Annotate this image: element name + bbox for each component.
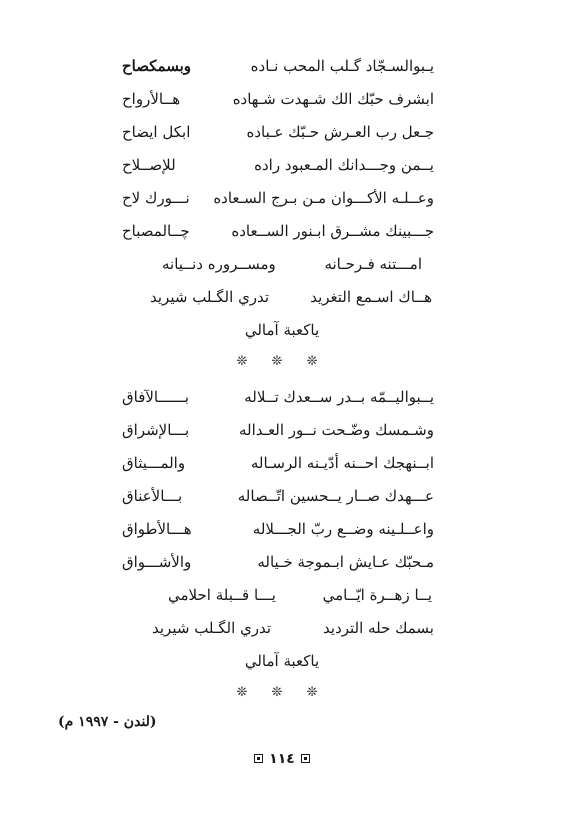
refrain-second-hemistich: تدري الگـلب شيريد: [150, 288, 270, 306]
refrain-first-hemistich: امـــتنه فـرحـانه: [324, 255, 422, 273]
verse-first-hemistich: يـبوالسـجّاد گـلب المحب نـاده: [250, 57, 434, 75]
verse-line: [122, 518, 434, 540]
verse-second-hemistich: هــالأرواح: [122, 90, 181, 108]
verse-first-hemistich: وشـمسك وضّـحت نــور العـداله: [239, 421, 434, 439]
verse-second-hemistich: والمـــيثاق: [122, 454, 186, 472]
verse-second-hemistich: چــالمصباح: [122, 222, 190, 240]
verse-second-hemistich: ابكل ايضاح: [122, 123, 191, 141]
verse-first-hemistich: ابــنهجك احــنه أدّيـنه الرسـاله: [250, 454, 434, 472]
refrain-first-hemistich: يــا زهــرة ايّــامي: [322, 586, 432, 604]
verse-line: [122, 88, 434, 110]
refrain-line: [150, 286, 432, 308]
verse-line: [122, 121, 434, 143]
verse-line: [122, 187, 434, 209]
refrain-first-hemistich: بسمك حله الترديد: [323, 619, 434, 637]
verse-first-hemistich: يــبواليــمّه بــدر ســعدك تــلاله: [244, 388, 434, 406]
verse-second-hemistich: والأشـــواق: [122, 553, 192, 571]
verse-second-hemistich: هـــالأطواق: [122, 520, 192, 538]
section-separator: ❊ ❊ ❊: [236, 354, 328, 369]
refrain-second-hemistich: تدري الگـلب شيريد: [152, 619, 272, 637]
verse-line: [122, 386, 434, 408]
verse-first-hemistich: وعــلـه الأكـــوان مـن بـرج السـعاده: [213, 189, 434, 207]
square-ornament-icon: [301, 754, 310, 763]
verse-line: [122, 154, 434, 176]
section-separator: ❊ ❊ ❊: [236, 685, 328, 700]
verse-line: [122, 452, 434, 474]
closing-line: ياكعبة آمالي: [244, 652, 320, 670]
verse-line: [122, 551, 434, 573]
verse-line: [122, 55, 434, 77]
verse-second-hemistich: بـــالأعناق: [122, 487, 183, 505]
verse-line: [122, 220, 434, 242]
page-number: ١١٤: [269, 751, 295, 767]
page-number-block: [0, 751, 564, 767]
verse-first-hemistich: واعــلـينه وضــع ربّ الجـــلاله: [252, 520, 434, 538]
refrain-first-hemistich: هــاك اسـمع التغريد: [310, 288, 432, 306]
refrain-second-hemistich: ومســروره دنــيانه: [162, 255, 276, 273]
verse-first-hemistich: عـــهدك صــار يــحسين اتّــصاله: [237, 487, 434, 505]
verse-second-hemistich: بـــالإشراق: [122, 421, 190, 439]
square-ornament-icon: [254, 754, 263, 763]
refrain-line: [150, 584, 432, 606]
place-date-note: (لندن - ١٩٩٧ م): [58, 714, 157, 730]
verse-first-hemistich: يــمن وجـــدانك المـعبود راده: [254, 156, 434, 174]
verse-line: [122, 485, 434, 507]
verse-second-hemistich: وبسمكصاح: [122, 57, 192, 75]
refrain-line: [150, 253, 432, 275]
verse-second-hemistich: بــــــالآفاق: [122, 388, 190, 406]
verse-first-hemistich: ابشرف حبّك الك شـهدت شـهاده: [232, 90, 434, 108]
verse-first-hemistich: جـــبينك مشــرق ابـنور الســعاده: [231, 222, 434, 240]
refrain-line: [122, 617, 434, 639]
verse-second-hemistich: نـــورك لاح: [122, 189, 190, 207]
verse-second-hemistich: للإصــلاح: [122, 156, 176, 174]
refrain-second-hemistich: يـــا قــبلة احلامي: [168, 586, 276, 604]
closing-line: ياكعبة آمالي: [244, 321, 320, 339]
verse-first-hemistich: مـحبّك عـايش ابـموجة خـياله: [257, 553, 434, 571]
verse-line: [122, 419, 434, 441]
verse-first-hemistich: جـعل رب العـرش حـبّك عـباده: [246, 123, 434, 141]
